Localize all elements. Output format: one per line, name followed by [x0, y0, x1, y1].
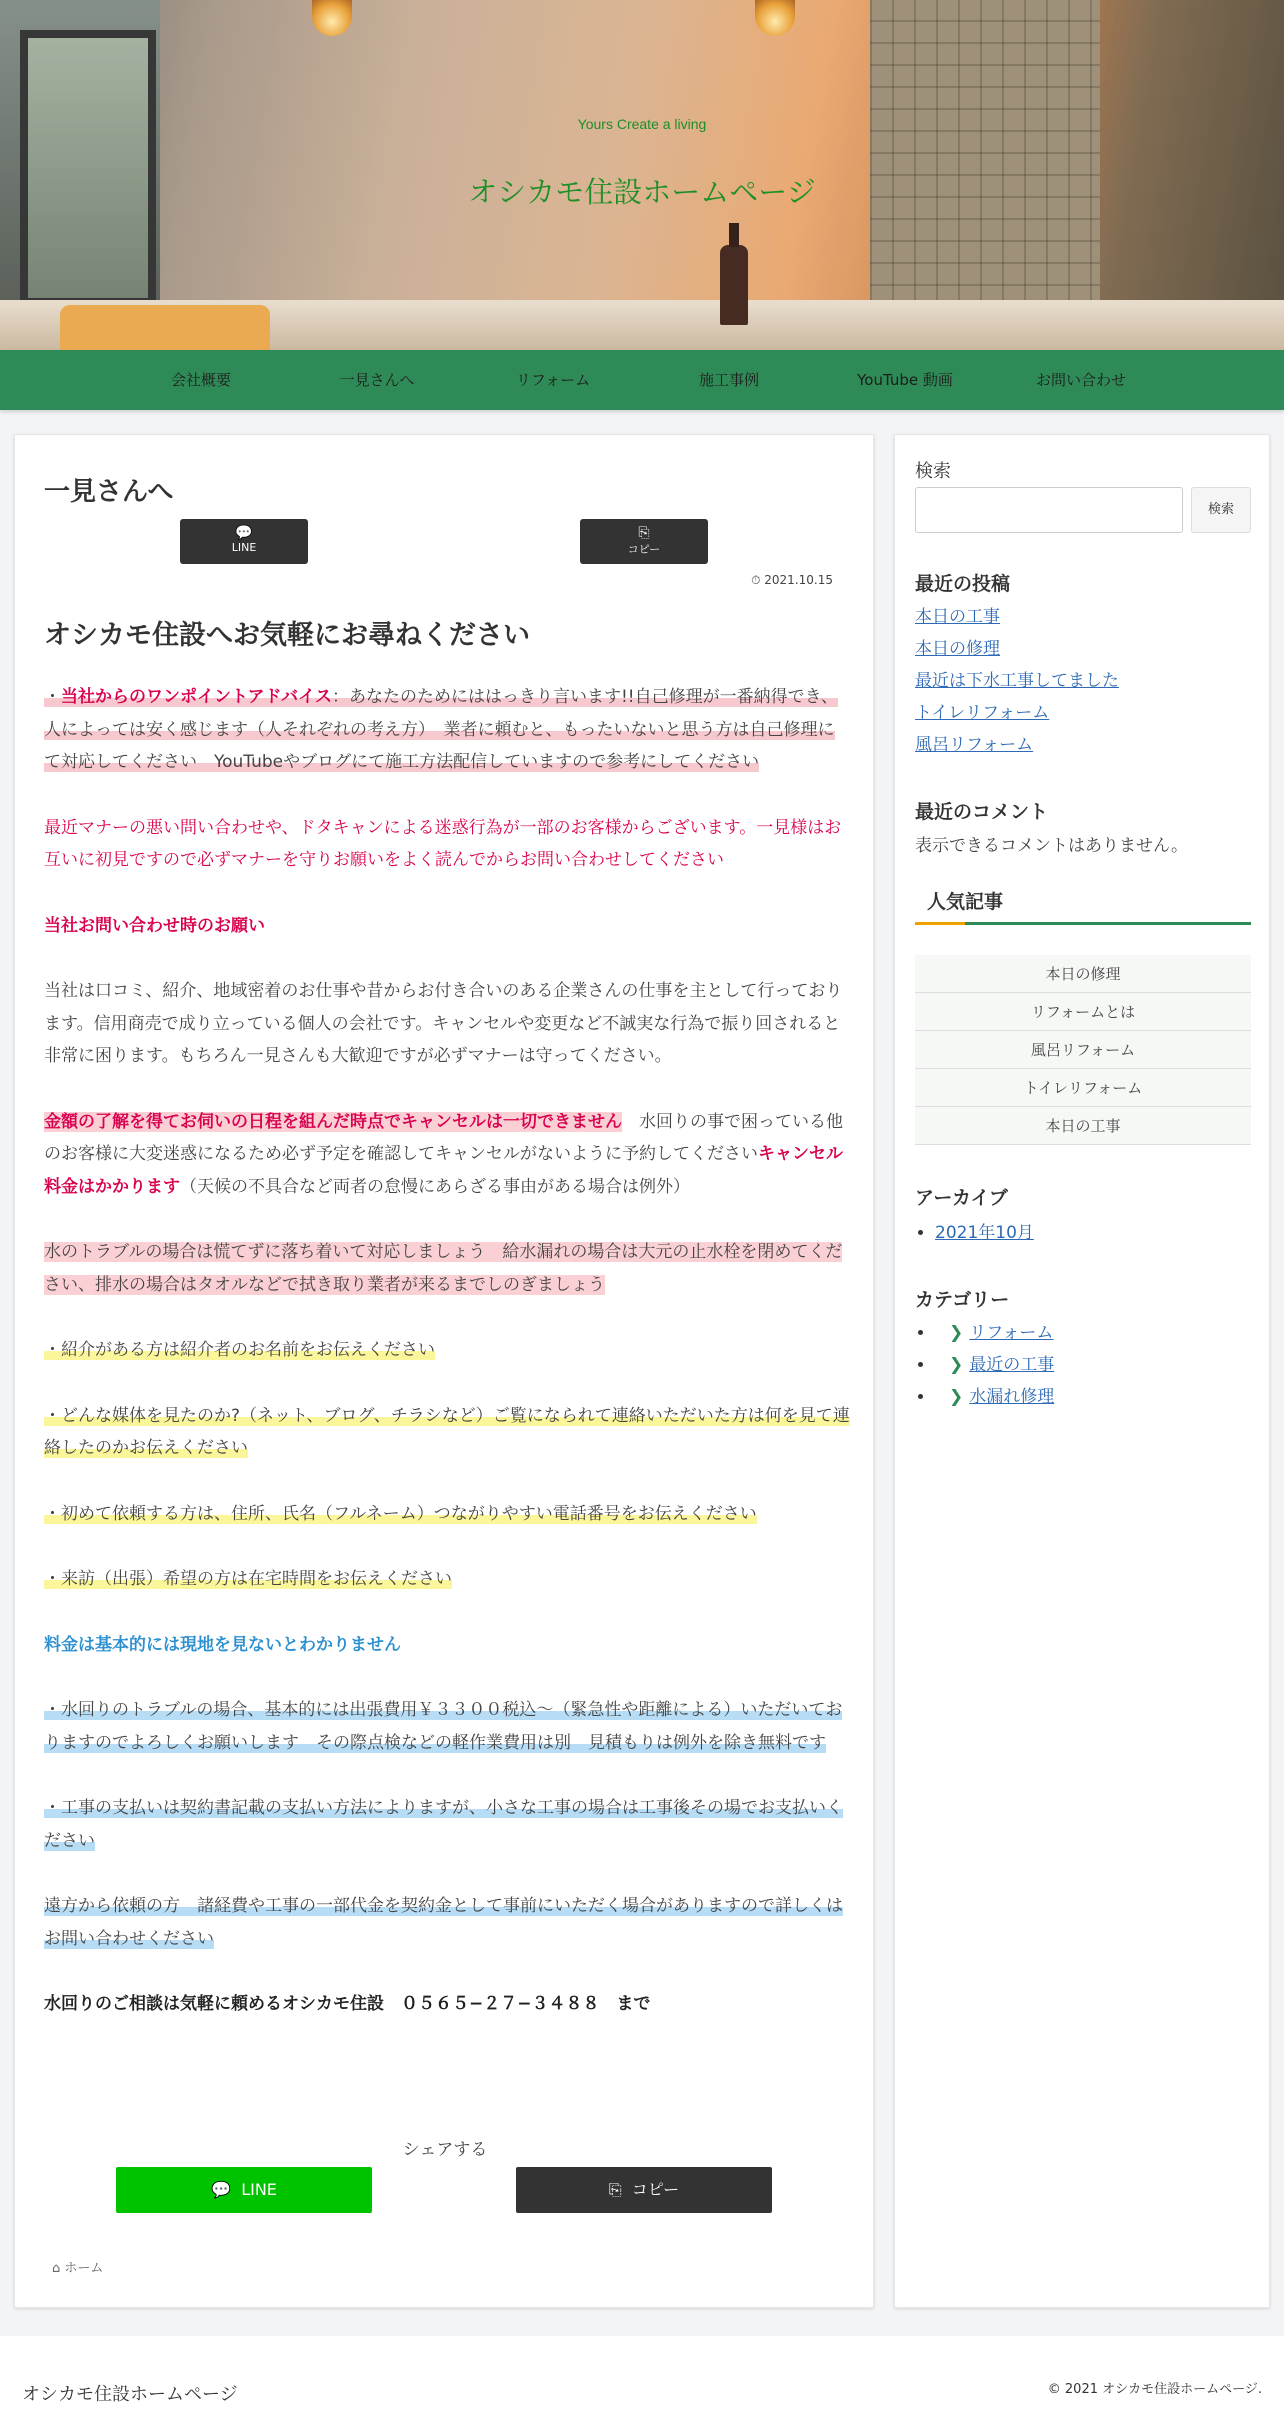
list-item[interactable]: トイレリフォーム — [915, 703, 1050, 723]
list-item[interactable]: 本日の修理 — [915, 639, 1000, 659]
search-label: 検索 — [915, 461, 951, 482]
price-heading: 料金は基本的には現地を見ないとわかりません — [44, 1634, 401, 1655]
nav-item-youtube[interactable]: YouTube 動画 — [857, 371, 953, 389]
article-body — [44, 681, 851, 2021]
footer-copyright: © 2021 オシカモ住設ホームページ. — [1047, 2382, 1262, 2397]
list-item[interactable]: • ❯ 最近の工事 — [935, 1349, 1054, 1381]
list-item[interactable]: 最近は下水工事してました — [915, 671, 1119, 691]
top-share-copy-label: コピー — [627, 543, 661, 556]
top-share-line-label: LINE — [231, 541, 257, 554]
list-item[interactable]: • ❯ 水漏れ修理 — [935, 1381, 1054, 1413]
chevron-right-icon: ❯ — [949, 1355, 964, 1375]
remote-note: 遠方から依頼の方 諸経費や工事の一部代金を契約金として事前にいただく場合がありますので詳しくはお問い合わせください — [44, 1896, 843, 1949]
share-label: シェアする — [402, 2140, 488, 2160]
categories-list — [935, 1317, 1054, 1413]
share-copy-button[interactable]: ⎘ コピー — [516, 2167, 772, 2213]
categories-title: カテゴリー — [915, 1289, 1010, 1311]
page-title: 一見さんへ — [44, 477, 174, 507]
copy-icon: ⎘ — [638, 525, 650, 541]
visit-note: ・来訪（出張）希望の方は在宅時間をお伝えください — [44, 1569, 452, 1589]
chevron-right-icon: ❯ — [949, 1323, 964, 1343]
article-card — [14, 434, 874, 2308]
footer — [0, 2336, 1284, 2416]
recent-posts-title: 最近の投稿 — [915, 573, 1011, 595]
list-item[interactable]: 本日の修理 — [915, 955, 1251, 993]
recent-comments-title: 最近のコメント — [915, 801, 1049, 823]
list-item[interactable]: • 2021年10月 — [935, 1217, 1034, 1249]
line-icon: 💬 — [211, 2180, 232, 2199]
search-input[interactable] — [915, 487, 1183, 533]
nav-item-works[interactable]: 施工事例 — [698, 371, 759, 389]
list-item[interactable]: 風呂リフォーム — [915, 1031, 1251, 1069]
list-item[interactable]: 本日の工事 — [915, 607, 1000, 627]
recent-posts-list — [915, 601, 1119, 761]
referral-note: ・紹介がある方は紹介者のお名前をお伝えください — [44, 1340, 435, 1360]
archive-list — [935, 1217, 1034, 1249]
archive-title: アーカイブ — [915, 1187, 1008, 1209]
clock-icon: ⏱ — [751, 573, 761, 587]
list-item[interactable]: リフォームとは — [915, 993, 1251, 1031]
water-trouble-paragraph: 水のトラブルの場合は慌てずに落ち着いて対応しましょう 給水漏れの場合は大元の止水栓を閉めてください、排水の場合はタオルなどで拭き取り業者が来るまでしのぎましょう — [44, 1242, 843, 1295]
nav-item-reform[interactable]: リフォーム — [515, 371, 591, 389]
media-note: ・どんな媒体を見たのか?（ネット、ブログ、チラシなど）ご覧になられて連絡いただいた方は何を見て連絡したのかお伝えください — [44, 1405, 850, 1458]
home-icon: ⌂ — [52, 2261, 61, 2276]
trip-fee-note: ・水回りのトラブルの場合、基本的には出張費用￥３３００税込〜（緊急性や距離による）いただいておりますのでよろしくお願いします その際点検などの軽作業費用は別 見積もりは例外を除き無料です — [44, 1700, 843, 1753]
contact-request-heading: 当社お問い合わせ時のお願い — [44, 915, 265, 936]
header-image — [0, 0, 1284, 350]
list-item[interactable]: トイレリフォーム — [915, 1069, 1251, 1107]
footer-site-title[interactable]: オシカモ住設ホームページ — [22, 2384, 238, 2405]
global-nav — [0, 350, 1284, 410]
company-intro-paragraph: 当社は口コミ、紹介、地域密着のお仕事や昔からお付き合いのある企業さんの仕事を主として行っております。信用商売で成り立っている個人の会社です。キャンセルや変更など不誠実な行為で振り回されると非常に困ります。もちろん一見さんも大歓迎ですが必ずマナーは守ってください。 — [44, 981, 843, 1066]
copy-icon: ⎘ — [608, 2180, 622, 2199]
list-item[interactable]: • ❯ リフォーム — [935, 1317, 1054, 1349]
nav-item-first-visit[interactable]: 一見さんへ — [339, 371, 415, 389]
popular-articles-list — [915, 955, 1251, 1145]
top-share-line-button[interactable] — [180, 519, 308, 564]
recent-comments-empty: 表示できるコメントはありません。 — [915, 836, 1189, 856]
advice-paragraph: ・当社からのワンポイントアドバイス：あなたのためにははっきり言います!!自己修理が一番納得でき、人によっては安く感じます（人それぞれの考え方） 業者に頼むと、もったいないと思う方は自己修理にて対応してください YouTubeやブログにて施工方法配信していますので参考にしてください — [44, 687, 838, 772]
contact-phone-line: 水回りのご相談は気軽に頼めるオシカモ住設 ０５６５−２７−３４８８ まで — [44, 1994, 651, 2014]
sidebar — [894, 434, 1270, 2308]
top-share-copy-button[interactable] — [580, 519, 708, 564]
nav-item-company[interactable]: 会社概要 — [170, 371, 231, 389]
site-title[interactable]: オシカモ住設ホームページ — [468, 175, 816, 209]
nav-item-contact[interactable]: お問い合わせ — [1035, 371, 1126, 389]
popular-articles-heading: 人気記事 — [915, 885, 1251, 925]
cancel-policy-paragraph: 金額の了解を得てお伺いの日程を組んだ時点でキャンセルは一切できません 水回りの事で困っている他のお客様に大変迷惑になるため必ず予定を確認してキャンセルがないように予約してくださいキャンセル料金はかかります（天候の不具合など両者の怠慢にあらざる事由がある場合は例外） — [44, 1111, 843, 1197]
post-date: ⏱ 2021.10.15 — [751, 573, 833, 587]
share-line-button[interactable]: 💬 LINE — [116, 2167, 372, 2213]
first-request-note: ・初めて依頼する方は、住所、氏名（フルネーム）つながりやすい電話番号をお伝えください — [44, 1503, 757, 1524]
line-icon: 💬 — [235, 525, 253, 541]
list-item[interactable]: 風呂リフォーム — [915, 735, 1034, 755]
list-item[interactable]: 本日の工事 — [915, 1107, 1251, 1145]
chevron-right-icon: ❯ — [949, 1387, 964, 1407]
payment-note: ・工事の支払いは契約書記載の支払い方法によりますが、小さな工事の場合は工事後その場でお支払いください — [44, 1798, 843, 1851]
search-button[interactable]: 検索 — [1191, 487, 1251, 533]
site-tagline: Yours Create a living — [577, 116, 707, 132]
manner-warning: 最近マナーの悪い問い合わせや、ドタキャンによる迷惑行為が一部のお客様からございます。一見様はお互いに初見ですので必ずマナーを守りお願いをよく読んでからお問い合わせしてください — [44, 817, 842, 870]
article-heading: オシカモ住設へお気軽にお尋ねください — [44, 620, 530, 651]
breadcrumb[interactable]: ⌂ ホーム — [52, 2261, 104, 2276]
